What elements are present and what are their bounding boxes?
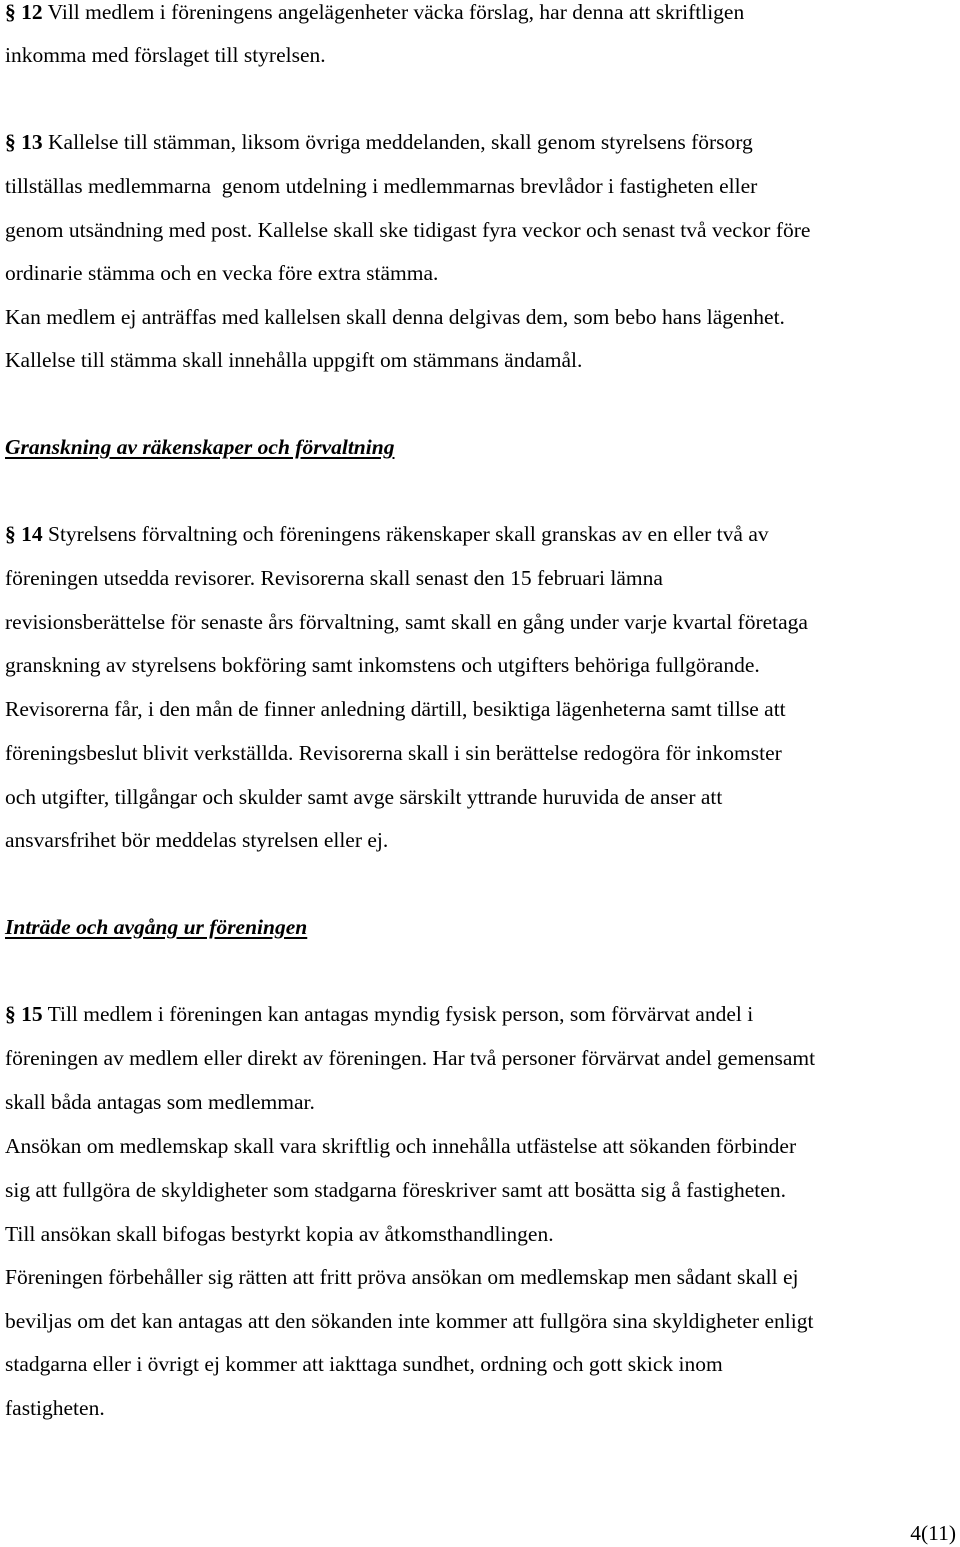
- line-text: inkomma med förslaget till styrelsen.: [5, 43, 326, 67]
- text-line: [5, 1309, 813, 1333]
- text-line: [5, 1352, 723, 1376]
- line-text: genom utsändning med post. Kallelse skall ske tidigast fyra veckor och senast två veckor före: [5, 218, 811, 242]
- line-text: ansvarsfrihet bör meddelas styrelsen eller ej.: [5, 828, 389, 852]
- text-line: [5, 741, 782, 765]
- line-text: Kan medlem ej anträffas med kallelsen skall denna delgivas dem, som bebo hans lägenhet.: [5, 305, 785, 329]
- line-text: tillställas medlemmarna genom utdelning i medlemmarnas brevlådor i fastigheten eller: [5, 174, 758, 198]
- line-text: Kallelse till stämman, liksom övriga meddelanden, skall genom styrelsens försorg: [42, 130, 753, 154]
- section-number: 14: [21, 522, 43, 546]
- text-line: [5, 1396, 105, 1420]
- text-line: [5, 43, 326, 67]
- text-line: [5, 348, 582, 372]
- line-text: och utgifter, tillgångar och skulder samt avge särskilt yttrande huruvida de anser att: [5, 785, 723, 809]
- text-line: [5, 218, 810, 242]
- section-number: 12: [21, 0, 43, 24]
- text-line: [5, 697, 786, 721]
- line-text: föreningen utsedda revisorer. Revisorerna skall senast den 15 februari lämna: [5, 566, 663, 590]
- line-text: revisionsberättelse för senaste års förvaltning, samt skall en gång under varje kvartal företaga: [5, 610, 808, 634]
- line-text: Kallelse till stämma skall innehålla uppgift om stämmans ändamål.: [5, 348, 583, 372]
- line-text: beviljas om det kan antagas att den sökanden inte kommer att fullgöra sina skyldigheter enligt: [5, 1309, 814, 1333]
- text-line: [5, 785, 722, 809]
- text-line: [5, 522, 769, 546]
- line-text: Ansökan om medlemskap skall vara skriftlig och innehålla utfästelse att sökanden förbinder: [5, 1134, 797, 1158]
- line-text: stadgarna eller i övrigt ej kommer att iakttaga sundhet, ordning och gott skick inom: [5, 1352, 723, 1376]
- line-text: Revisorerna får, i den mån de finner anledning därtill, besiktiga lägenheterna samt tillse att: [5, 697, 786, 721]
- section-sign: §: [5, 522, 16, 546]
- line-text: Till ansökan skall bifogas bestyrkt kopia av åtkomsthandlingen.: [5, 1222, 554, 1246]
- text-line: [5, 174, 757, 198]
- line-text: föreningsbeslut blivit verkställda. Revisorerna skall i sin berättelse redogöra för inkomster: [5, 741, 782, 765]
- text-line: [5, 1046, 815, 1070]
- text-line: [5, 566, 663, 590]
- text-line: [5, 0, 744, 24]
- text-line: [5, 1222, 554, 1246]
- text-line: [5, 261, 438, 285]
- text-line: [5, 610, 808, 634]
- page-number: 4(11): [910, 1521, 956, 1545]
- section-number: 15: [21, 1002, 43, 1026]
- line-text: Vill medlem i föreningens angelägenheter väcka förslag, har denna att skriftligen: [42, 0, 745, 24]
- line-text: sig att fullgöra de skyldigheter som stadgarna föreskriver samt att bosätta sig å fastigheten.: [5, 1178, 786, 1202]
- text-line: [5, 828, 388, 852]
- line-text: Styrelsens förvaltning och föreningens räkenskaper skall granskas av en eller två av: [42, 522, 769, 546]
- section-heading: Granskning av räkenskaper och förvaltning: [5, 435, 395, 459]
- text-line: [5, 1265, 798, 1289]
- text-line: [5, 130, 753, 154]
- line-text: fastigheten.: [5, 1396, 105, 1420]
- line-text: skall båda antagas som medlemmar.: [5, 1090, 315, 1114]
- section-number: 13: [21, 130, 43, 154]
- text-line: [5, 305, 785, 329]
- line-text: föreningen av medlem eller direkt av föreningen. Har två personer förvärvat andel gemensamt: [5, 1046, 816, 1070]
- section-sign: §: [5, 1002, 16, 1026]
- line-text: ordinarie stämma och en vecka före extra stämma.: [5, 261, 439, 285]
- section-heading: Inträde och avgång ur föreningen: [5, 915, 308, 939]
- line-text: Föreningen förbehåller sig rätten att fritt pröva ansökan om medlemskap men sådant skall ej: [5, 1265, 799, 1289]
- section-sign: §: [5, 0, 16, 24]
- section-sign: §: [5, 130, 16, 154]
- line-text: granskning av styrelsens bokföring samt inkomstens och utgifters behöriga fullgörande.: [5, 653, 760, 677]
- line-text: Till medlem i föreningen kan antagas myndig fysisk person, som förvärvat andel i: [42, 1002, 754, 1026]
- text-line: [5, 1134, 796, 1158]
- text-line: [5, 1002, 753, 1026]
- text-line: [5, 653, 760, 677]
- text-line: [5, 1090, 315, 1114]
- text-line: [5, 1178, 786, 1202]
